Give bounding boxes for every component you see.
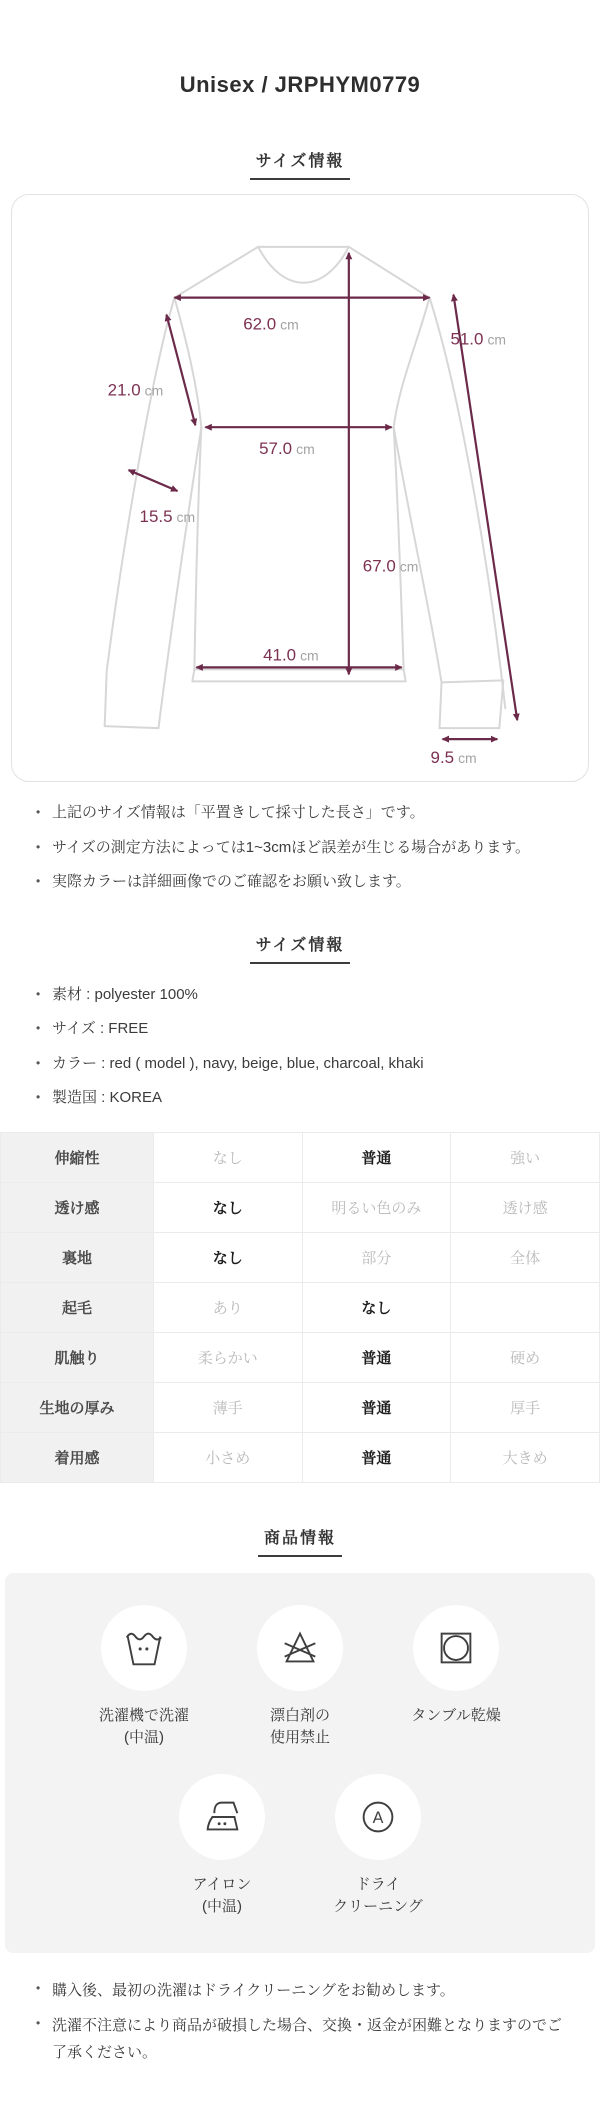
measurement-hem: 41.0 cm bbox=[263, 645, 319, 665]
option-cell: なし bbox=[153, 1132, 302, 1182]
sleeve-length-arrow bbox=[453, 295, 517, 721]
care-item-tumble-dry bbox=[378, 1605, 534, 1750]
option-cell: なし bbox=[153, 1182, 302, 1232]
option-cell: なし bbox=[153, 1232, 302, 1282]
note-item: • 洗濯不注意により商品が破損した場合、交換・返金が困難となりますのでご了承ください。 bbox=[34, 2012, 574, 2066]
product-info-notes bbox=[34, 1977, 600, 2066]
shirt-measurement-diagram bbox=[12, 195, 589, 781]
care-label: 漂白剤の 使用禁止 bbox=[269, 1706, 330, 1746]
section-heading-product-info bbox=[0, 1525, 600, 1557]
option-cell: 明るい色のみ bbox=[302, 1182, 451, 1232]
care-item-machine-wash bbox=[66, 1605, 222, 1750]
measurement-sleeve-width: 15.5 cm bbox=[139, 506, 196, 526]
table-row bbox=[1, 1282, 600, 1332]
note-item: • 購入後、最初の洗濯はドライクリーニングをお勧めします。 bbox=[34, 1977, 574, 2004]
care-label: アイロン (中温) bbox=[192, 1875, 252, 1915]
size-diagram-notes bbox=[34, 802, 600, 894]
measurement-cuff: 9.5 cm bbox=[430, 748, 477, 768]
note-item: • サイズの測定方法によっては1~3cmほど誤差が生じる場合があります。 bbox=[34, 837, 574, 860]
detail-item: • 素材 : polyester 100% bbox=[34, 984, 574, 1007]
measurement-shoulder: 62.0 cm bbox=[243, 314, 299, 334]
row-label: 生地の厚み bbox=[1, 1382, 154, 1432]
measurement-chest: 57.0 cm bbox=[259, 439, 315, 459]
no-bleach-icon bbox=[257, 1605, 343, 1691]
size-info-details bbox=[34, 984, 600, 1110]
row-label: 伸縮性 bbox=[1, 1132, 154, 1182]
measurement-labels bbox=[108, 315, 506, 767]
table-row bbox=[1, 1332, 600, 1382]
row-label: 起毛 bbox=[1, 1282, 154, 1332]
option-cell: 全体 bbox=[451, 1232, 600, 1282]
size-diagram-heading-label: サイズ情報 bbox=[250, 148, 351, 180]
option-cell: 大きめ bbox=[451, 1432, 600, 1482]
option-cell: 硬め bbox=[451, 1332, 600, 1382]
option-cell bbox=[451, 1282, 600, 1332]
note-item: • 実際カラーは詳細画像でのご確認をお願い致します。 bbox=[34, 871, 574, 894]
dry-clean-icon bbox=[335, 1774, 421, 1860]
table-row bbox=[1, 1432, 600, 1482]
care-item-dry-clean bbox=[300, 1774, 456, 1919]
care-label: ドライ クリーニング bbox=[333, 1875, 423, 1915]
care-instructions-panel bbox=[5, 1573, 595, 1953]
svg-text:A: A bbox=[372, 1808, 384, 1827]
option-cell: 普通 bbox=[302, 1432, 451, 1482]
table-row bbox=[1, 1132, 600, 1182]
iron-icon bbox=[179, 1774, 265, 1860]
option-cell: 柔らかい bbox=[153, 1332, 302, 1382]
product-info-heading-label: 商品情報 bbox=[258, 1525, 342, 1557]
option-cell: 小さめ bbox=[153, 1432, 302, 1482]
care-label: タンブル乾燥 bbox=[411, 1706, 501, 1724]
care-label: 洗濯機で洗濯 (中温) bbox=[98, 1706, 189, 1746]
care-row-1 bbox=[5, 1605, 595, 1750]
measurement-total-length: 67.0 cm bbox=[362, 556, 419, 576]
row-label: 透け感 bbox=[1, 1182, 154, 1232]
armhole-arrow bbox=[166, 315, 195, 426]
option-cell: 部分 bbox=[302, 1232, 451, 1282]
option-cell: 普通 bbox=[302, 1132, 451, 1182]
option-cell: 厚手 bbox=[451, 1382, 600, 1432]
option-cell: 強い bbox=[451, 1132, 600, 1182]
table-row bbox=[1, 1382, 600, 1432]
row-label: 裏地 bbox=[1, 1232, 154, 1282]
row-label: 肌触り bbox=[1, 1332, 154, 1382]
table-row bbox=[1, 1182, 600, 1232]
option-cell: 薄手 bbox=[153, 1382, 302, 1432]
option-cell: 普通 bbox=[302, 1382, 451, 1432]
detail-item: • サイズ : FREE bbox=[34, 1018, 574, 1041]
option-cell: 普通 bbox=[302, 1332, 451, 1382]
option-cell: あり bbox=[153, 1282, 302, 1332]
section-heading-size-diagram bbox=[0, 148, 600, 180]
tumble-dry-icon bbox=[413, 1605, 499, 1691]
detail-item: • カラー : red ( model ), navy, beige, blue, charcoal, khaki bbox=[34, 1053, 574, 1076]
option-cell: 透け感 bbox=[451, 1182, 600, 1232]
measurement-arrows bbox=[129, 253, 518, 739]
measurement-armhole: 21.0 cm bbox=[107, 380, 164, 400]
machine-wash-icon bbox=[101, 1605, 187, 1691]
care-row-2 bbox=[5, 1774, 595, 1919]
care-item-iron bbox=[144, 1774, 300, 1919]
row-label: 着用感 bbox=[1, 1432, 154, 1482]
page-title: Unisex / JRPHYM0779 bbox=[179, 72, 421, 97]
note-item: • 上記のサイズ情報は「平置きして採寸した長さ」です。 bbox=[34, 802, 574, 825]
measurement-sleeve-length: 51.0 cm bbox=[450, 329, 507, 349]
care-item-no-bleach bbox=[222, 1605, 378, 1750]
detail-item: • 製造国 : KOREA bbox=[34, 1087, 574, 1110]
section-heading-size-info bbox=[0, 932, 600, 964]
size-diagram-panel bbox=[11, 194, 589, 782]
size-info-heading-label: サイズ情報 bbox=[250, 932, 351, 964]
attributes-table bbox=[0, 1132, 600, 1483]
option-cell: なし bbox=[302, 1282, 451, 1332]
table-row bbox=[1, 1232, 600, 1282]
